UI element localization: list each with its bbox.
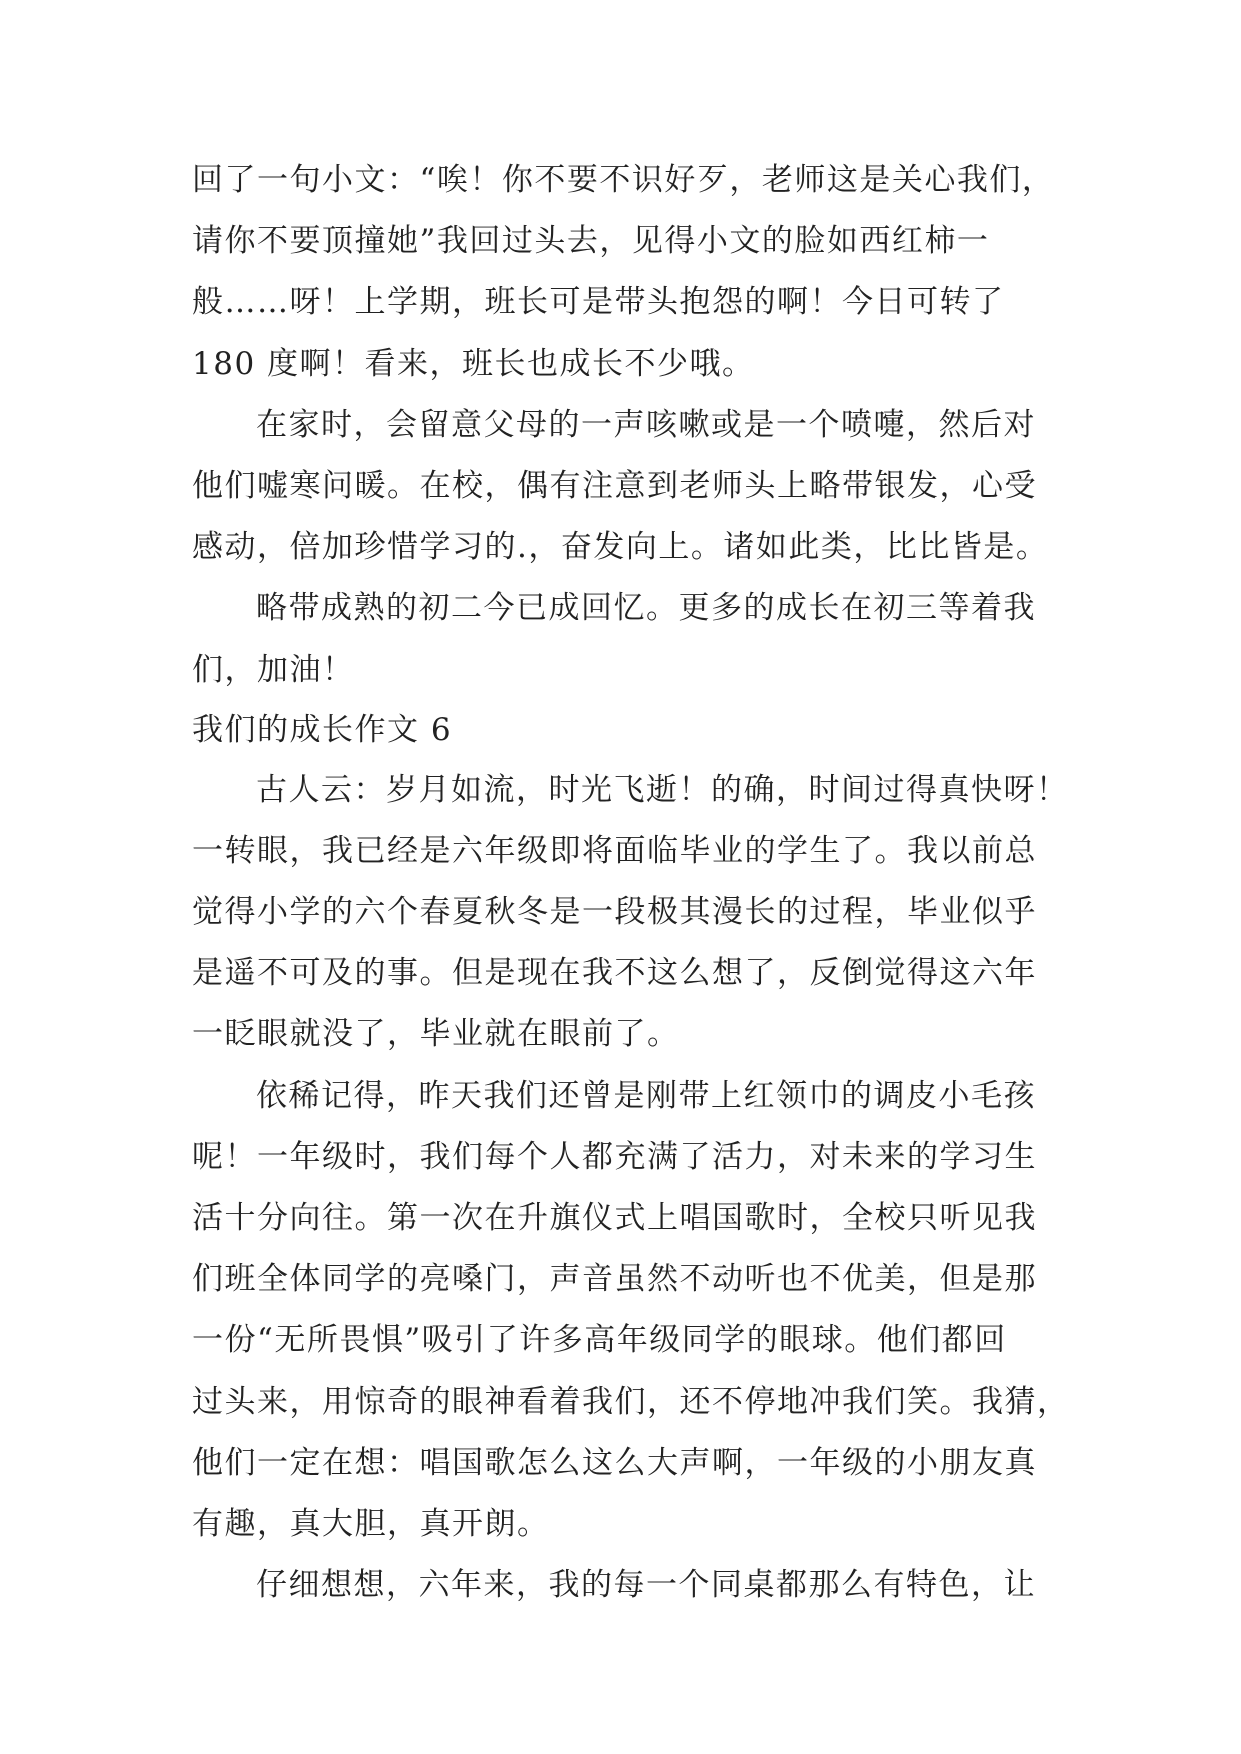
text-line: 们，加油！ bbox=[192, 651, 355, 688]
text-line: 一眨眼就没了，毕业就在眼前了。 bbox=[192, 1016, 680, 1053]
text-line: 过头来，用惊奇的眼神看着我们，还不停地冲我们笑。我猜， bbox=[192, 1383, 1070, 1420]
text-line: 回了一句小文：“唉！你不要不识好歹，老师这是关心我们， bbox=[192, 162, 1055, 198]
text-line: 觉得小学的六个春夏秋冬是一段极其漫长的过程，毕业似乎 bbox=[192, 894, 1037, 931]
text-line: 有趣，真大胆，真开朗。 bbox=[192, 1505, 550, 1542]
text-line: 一份“无所畏惧”吸引了许多高年级同学的眼球。他们都回 bbox=[192, 1322, 1007, 1359]
text-line: 般……呀！上学期，班长可是带头抱怨的啊！今日可转了 bbox=[192, 284, 1005, 321]
paragraph-first-line: 略带成熟的初二今已成回忆。更多的成长在初三等着我 bbox=[256, 590, 1036, 627]
text-line: 一转眼，我已经是六年级即将面临毕业的学生了。我以前总 bbox=[192, 832, 1037, 869]
text-line: 他们一定在想：唱国歌怎么这么大声啊，一年级的小朋友真 bbox=[192, 1444, 1037, 1481]
paragraph-first-line: 古人云：岁月如流，时光飞逝！的确，时间过得真快呀！ bbox=[256, 771, 1069, 808]
section-heading: 我们的成长作文 6 bbox=[192, 711, 453, 748]
text-line: 180 度啊！看来，班长也成长不少哦。 bbox=[192, 345, 755, 382]
paragraph-first-line: 在家时，会留意父母的一声咳嗽或是一个喷嚏，然后对 bbox=[256, 406, 1036, 443]
text-line: 感动，倍加珍惜学习的.，奋发向上。诸如此类，比比皆是。 bbox=[192, 529, 1049, 566]
text-line: 是遥不可及的事。但是现在我不这么想了，反倒觉得这六年 bbox=[192, 955, 1037, 992]
text-line: 们班全体同学的亮嗓门，声音虽然不动听也不优美，但是那 bbox=[192, 1261, 1037, 1298]
document-body bbox=[192, 150, 1072, 1616]
paragraph-first-line: 依稀记得，昨天我们还曾是刚带上红领巾的调皮小毛孩 bbox=[256, 1077, 1036, 1114]
text-line: 请你不要顶撞她”我回过头去，见得小文的脸如西红柿一 bbox=[192, 223, 990, 260]
paragraph-first-line: 仔细想想，六年来，我的每一个同桌都那么有特色，让 bbox=[256, 1567, 1036, 1604]
text-line: 他们嘘寒问暖。在校，偶有注意到老师头上略带银发，心受 bbox=[192, 467, 1037, 504]
text-line: 呢！一年级时，我们每个人都充满了活力，对未来的学习生 bbox=[192, 1138, 1037, 1175]
text-line: 活十分向往。第一次在升旗仪式上唱国歌时，全校只听见我 bbox=[192, 1200, 1037, 1236]
